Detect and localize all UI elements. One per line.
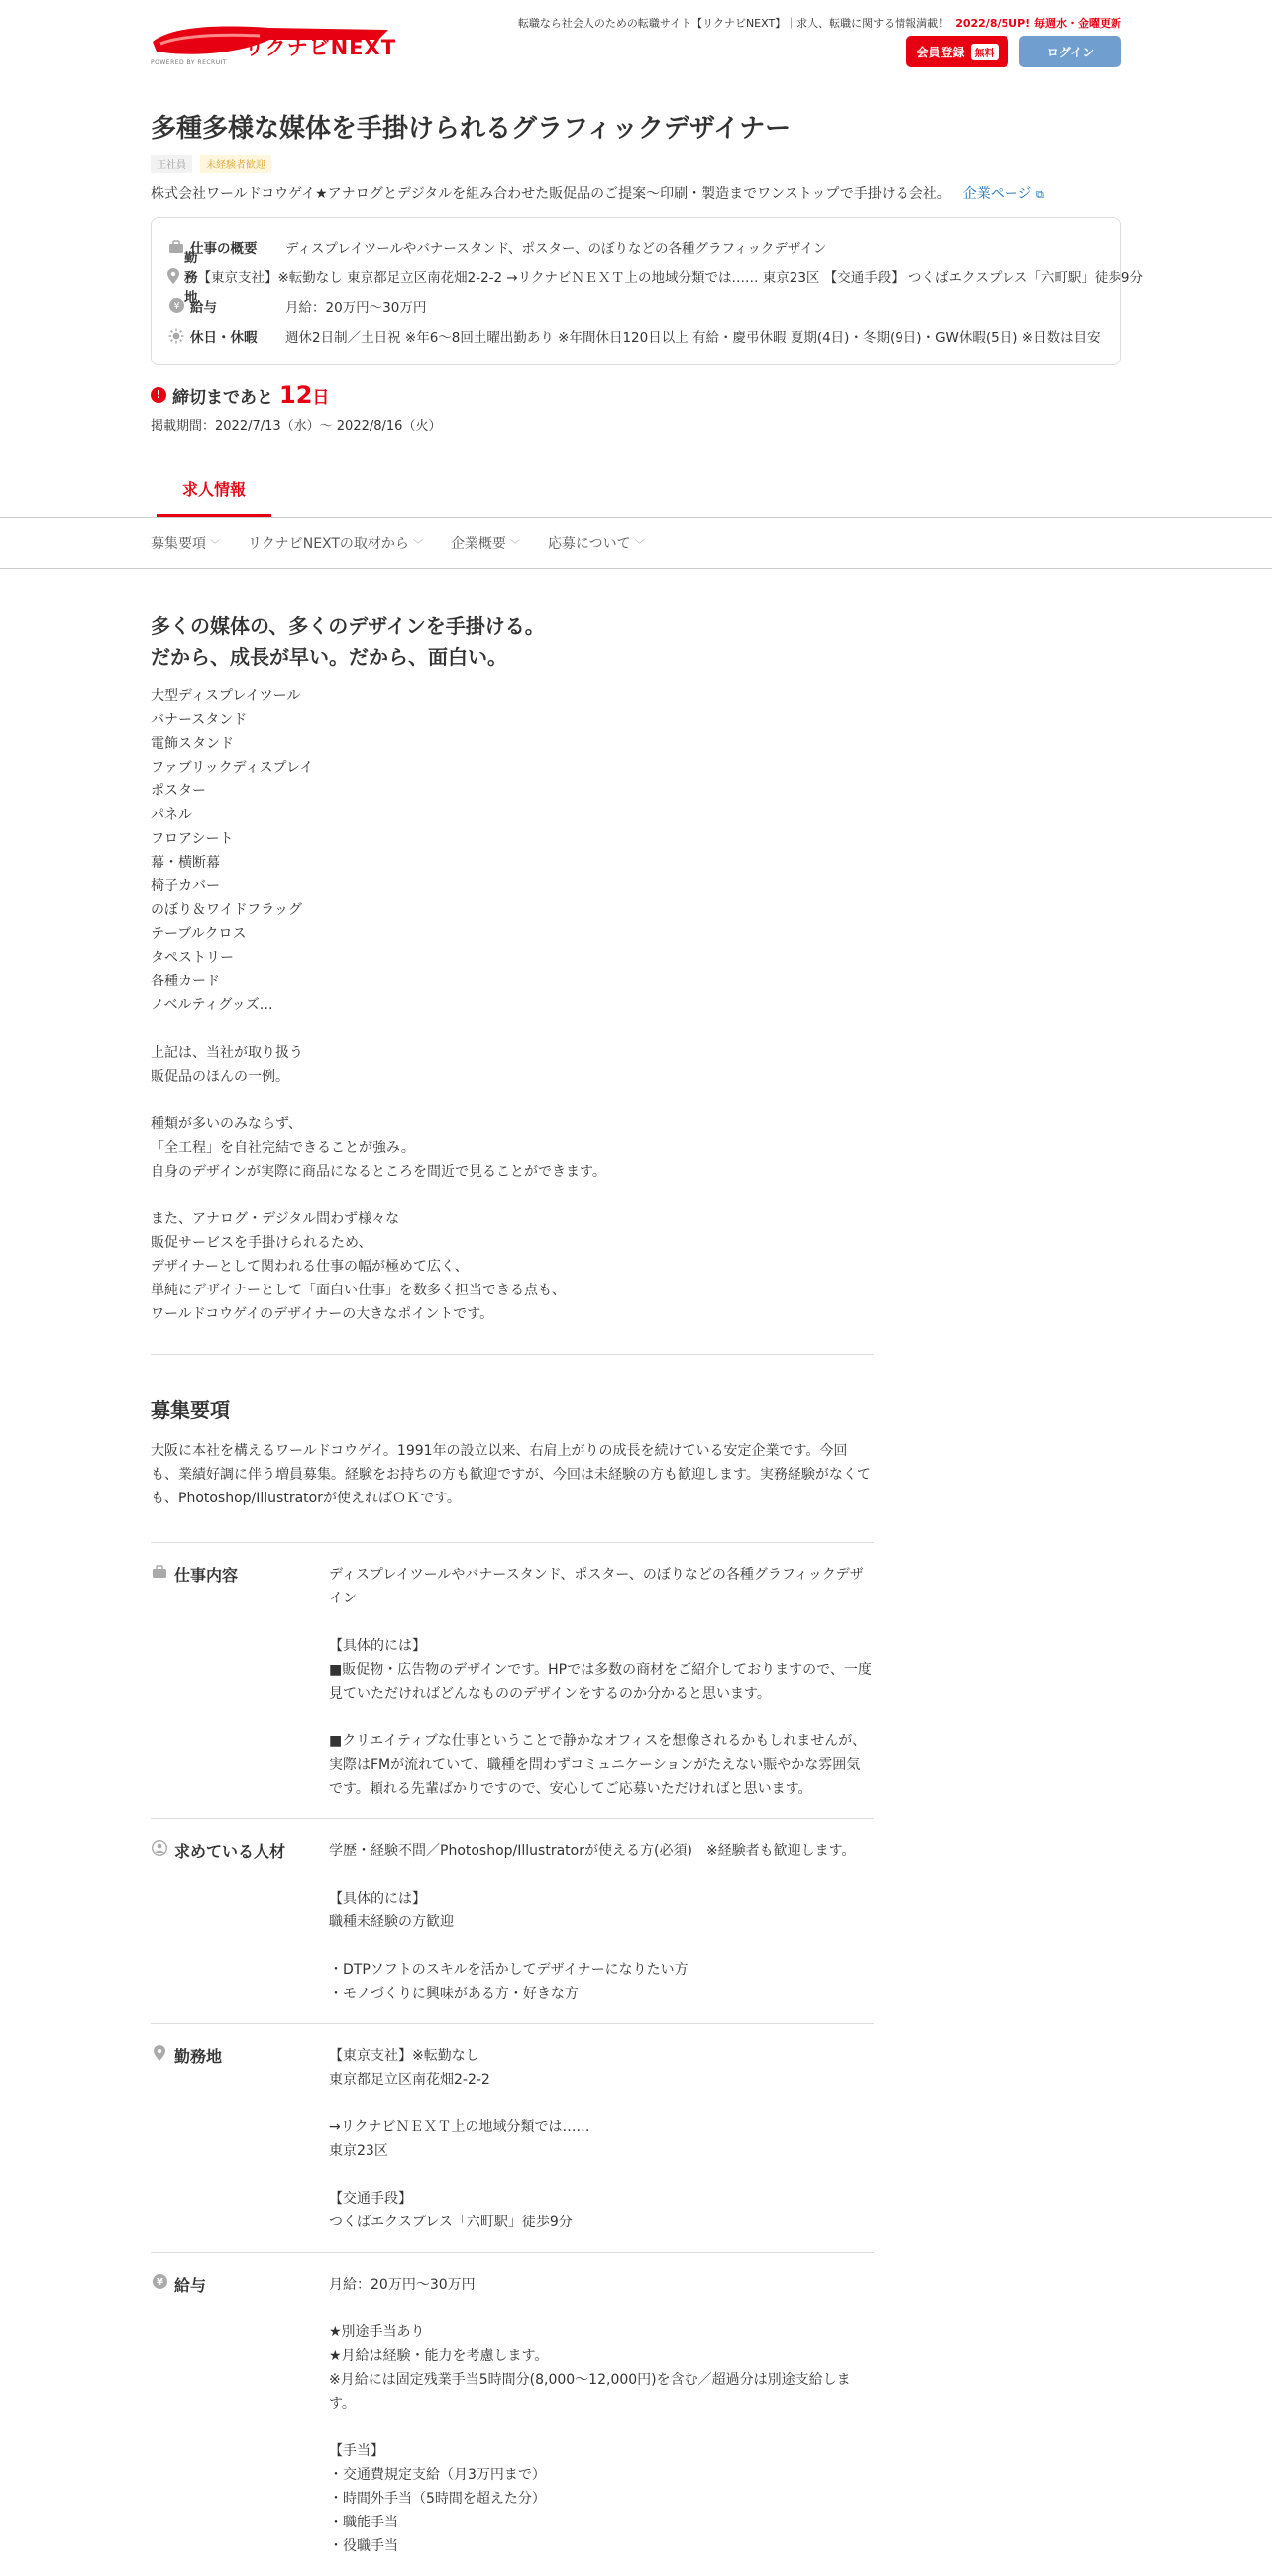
text-line — [329, 2163, 874, 2187]
text-line: 【東京支社】※転勤なし — [329, 2047, 479, 2064]
requirements-intro — [151, 1439, 874, 1510]
summary-value: 週休2日制／土日祝 ※年6～8回土曜出勤あり ※年間休日120日以上 有給・慶弔休暇 夏期(4日)・冬期(9日)・GW休暇(5日) ※日数は目安 — [285, 329, 1101, 346]
feature-body — [151, 684, 874, 1326]
site-header — [151, 0, 1121, 95]
text-line: 椅子カバー — [151, 877, 220, 894]
text-line: 販促品のほんの一例。 — [151, 1068, 289, 1084]
text-line: ※月給には固定残業手当5時間分(8,000～12,000円)を含む／超過分は別途支給します。 — [329, 2371, 851, 2412]
summary-value: ディスプレイツールやバナースタンド、ポスター、のぼりなどの各種グラフィックデザイン — [285, 240, 827, 257]
job-tags — [151, 155, 1121, 173]
detail-label: 給与 — [174, 2275, 207, 2295]
text-line: タペストリー — [151, 949, 234, 966]
text-line: です。頼れる先輩ばかりですので、安心してご応募いただければと思います。 — [329, 1780, 812, 1797]
company-line — [151, 183, 1121, 203]
subnav-requirements[interactable]: 募集要項 ﹀ — [151, 535, 220, 552]
summary-label: 勤務地 — [184, 250, 198, 306]
text-line: 【具体的には】 — [329, 1890, 426, 1906]
text-line: 幕・横断幕 — [151, 854, 220, 871]
briefcase-icon — [151, 1563, 168, 1581]
tab-bar — [0, 477, 1272, 517]
text-line — [329, 1934, 874, 1958]
detail-value — [329, 1839, 874, 2006]
text-line: つくばエクスプレス「六町駅」徒歩9分 — [329, 2214, 573, 2230]
text-line: ファブリックディスプレイ — [151, 759, 314, 775]
company-page-link[interactable]: 企業ページ ⧉ — [962, 185, 1044, 202]
login-button[interactable]: ログイン — [1019, 36, 1121, 67]
external-link-icon: ⧉ — [1035, 187, 1044, 201]
text-line: ★別途手当あり — [329, 2323, 425, 2340]
text-line: デザイナーとして関われる仕事の幅が極めて広く、 — [151, 1258, 469, 1275]
register-label: 会員登録 — [916, 45, 965, 59]
summary-label: 休日・休暇 — [190, 329, 258, 346]
text-line — [329, 2297, 874, 2320]
briefcase-icon — [167, 238, 185, 256]
text-line: 実際はFMが流れていて、職種を問わずコミュニケーションがたえない賑やかな雰囲気 — [329, 1756, 861, 1773]
text-line: ・交通費規定支給（月3万円まで） — [329, 2466, 546, 2483]
text-line: バナースタンド — [151, 711, 248, 728]
text-line: 東京都足立区南花畑2-2-2 — [329, 2071, 490, 2088]
text-line: ノベルティグッズ… — [151, 996, 273, 1013]
text-line: ■クリエイティブな仕事ということで静かなオフィスを想像されるかもしれませんが、 — [329, 1732, 867, 1749]
subnav-interview[interactable]: リクナビNEXTの取材から ﹀ — [248, 535, 423, 552]
text-line: ディスプレイツールやバナースタンド、ポスター、のぼりなどの各種グラフィックデザ — [329, 1566, 864, 1583]
posting-period: 掲載期間：2022/7/13（水）～ 2022/8/16（火） — [151, 418, 442, 434]
text-line: 【交通手段】 — [329, 2190, 412, 2207]
text-line: 各種カード — [151, 973, 220, 989]
yen-icon — [151, 2273, 168, 2291]
detail-label: 仕事内容 — [174, 1565, 239, 1585]
main-content — [151, 569, 874, 2576]
summary-value: 【東京支社】※転勤なし 東京都足立区南花畑2-2-2 →リクナビＮＥＸＴ上の地域分類では…… 東京23区 【交通手段】 つくばエクスプレス「六町駅」徒歩9分 — [197, 269, 1144, 286]
text-line: 電飾スタンド — [151, 735, 234, 752]
summary-row-salary — [167, 291, 1105, 321]
chevron-down-icon: ﹀ — [412, 539, 423, 551]
text-line: 単純にデザイナーとして「面白い仕事」を数多く担当できる点も、 — [151, 1282, 567, 1298]
yen-icon — [167, 297, 185, 315]
text-line — [329, 2092, 874, 2115]
text-line — [329, 1610, 874, 1634]
text-line: 【手当】 — [329, 2442, 384, 2459]
svg-text:¥: ¥ — [172, 301, 180, 313]
text-line: 大型ディスプレイツール — [151, 687, 301, 704]
chevron-down-icon: ﹀ — [509, 539, 520, 551]
text-line: 東京23区 — [329, 2142, 388, 2159]
text-line: 大阪に本社を構えるワールドコウゲイ。1991年の設立以来、右肩上がりの成長を続けている安定企業です。今回 — [151, 1442, 848, 1459]
summary-row-holiday — [167, 321, 1105, 351]
text-line: フロアシート — [151, 830, 234, 847]
subnav-apply[interactable]: 応募について ﹀ — [547, 535, 645, 552]
logo-text: リクナビNEXT — [244, 36, 397, 59]
deadline-prefix: 締切まであと — [172, 387, 273, 408]
text-line: も、業績好調に伴う増員募集。経験をお持ちの方も歓迎ですが、今回は未経験の方も歓迎します。実務経験がなくて — [151, 1466, 871, 1483]
text-line: ・職能手当 — [329, 2514, 398, 2530]
company-description: 株式会社ワールドコウゲイ★アナログとデジタルを組み合わせた販促品のご提案～印刷・製造までワンストップで手掛ける会社。 — [151, 185, 951, 202]
text-line: 【具体的には】 — [329, 1637, 426, 1654]
text-line: 見ていただければどんなもののデザインをするのか分かると思います。 — [329, 1685, 771, 1701]
text-line: 販促サービスを手掛けられるため、 — [151, 1234, 372, 1251]
text-line: パネル — [151, 806, 192, 823]
text-line: も、Photoshop/Illustratorが使えればＯＫです。 — [151, 1490, 461, 1506]
text-line: →リクナビＮＥＸＴ上の地域分類では…… — [329, 2118, 590, 2135]
text-line: 「全工程」を自社完結できることが強み。 — [151, 1139, 415, 1156]
tab-job-info[interactable]: 求人情報 — [157, 477, 271, 517]
alert-icon: ! — [151, 387, 166, 403]
detail-label: 勤務地 — [174, 2046, 223, 2066]
text-line: テーブルクロス — [151, 925, 247, 942]
detail-row-salary — [151, 2252, 874, 2576]
section-subnav — [151, 517, 1121, 568]
text-line — [329, 2416, 874, 2439]
text-line — [151, 1184, 874, 1207]
chevron-down-icon: ﹀ — [634, 539, 645, 551]
tag-employment-type: 正社員 — [151, 155, 192, 173]
svg-text:¥: ¥ — [156, 2277, 163, 2289]
deadline — [151, 381, 1121, 409]
text-line: 月給：20万円～30万円 — [329, 2276, 476, 2293]
feature-heading: 多くの媒体の、多くのデザインを手掛ける。 だから、成長が早い。だから、面白い。 — [151, 613, 545, 669]
text-line — [329, 1705, 874, 1729]
text-line: 職種未経験の方歓迎 — [329, 1913, 454, 1930]
top-tagline — [518, 15, 1121, 31]
text-line: ★月給は経験・能力を考慮します。 — [329, 2347, 549, 2364]
chevron-down-icon: ﹀ — [210, 539, 220, 551]
tagline-text: 転職なら社会人のための転職サイト【リクナビNEXT】｜求人、転職に関する情報満載！ — [517, 17, 950, 30]
detail-row-candidate — [151, 1818, 874, 2023]
detail-value — [329, 2273, 874, 2558]
deadline-days: 12 — [279, 380, 313, 409]
subnav-company[interactable]: 企業概要 ﹀ — [450, 535, 520, 552]
text-line: ・DTPソフトのスキルを活かしてデザイナーになりたい方 — [329, 1961, 689, 1978]
text-line — [151, 1088, 874, 1112]
text-line: 種類が多いのみならず、 — [151, 1115, 302, 1132]
free-badge: 無料 — [971, 44, 999, 60]
detail-value — [329, 2044, 874, 2234]
deadline-unit: 日 — [312, 387, 330, 408]
sun-icon — [167, 327, 185, 345]
text-line: 学歴・経験不問／Photoshop/Illustratorが使える方(必須) ※経験者も歓迎します。 — [329, 1842, 856, 1859]
summary-value: 月給：20万円～30万円 — [285, 299, 427, 316]
location-pin-icon — [151, 2044, 168, 2062]
person-icon — [151, 1839, 168, 1857]
register-button[interactable] — [906, 36, 1008, 67]
tagline-highlight: 2022/8/5UP! 毎週水・金曜更新 — [955, 17, 1121, 30]
text-line: ・時間外手当（5時間を超えた分） — [329, 2490, 546, 2507]
text-line: 上記は、当社が取り扱う — [151, 1044, 303, 1061]
summary-row-location — [167, 250, 1144, 306]
summary-label: 給与 — [190, 299, 217, 316]
summary-label: 仕事の概要 — [190, 240, 258, 257]
text-line: ポスター — [151, 782, 206, 799]
requirements-title: 募集要項 — [151, 1397, 230, 1422]
text-line: イン — [329, 1590, 357, 1606]
text-line: ・役職手当 — [329, 2537, 398, 2554]
job-summary-box — [151, 217, 1144, 365]
text-line: また、アナログ・デジタル問わず様々な — [151, 1210, 400, 1227]
location-pin-icon — [167, 267, 179, 285]
text-line: 自身のデザインが実際に商品になるところを間近で見ることができます。 — [151, 1163, 606, 1180]
text-line: ・モノづくりに興味がある方・好きな方 — [329, 1985, 579, 2002]
detail-row-work — [151, 1542, 874, 1818]
text-line: ワールドコウゲイのデザイナーの大きなポイントです。 — [151, 1305, 494, 1322]
text-line — [329, 1863, 874, 1887]
detail-label: 求めている人材 — [174, 1841, 286, 1861]
text-line: ■販促物・広告物のデザインです。HPでは多数の商材をご紹介しておりますので、一度 — [329, 1661, 872, 1678]
detail-value — [329, 1563, 874, 1801]
text-line: のぼり＆ワイドフラッグ — [151, 901, 302, 918]
text-line — [151, 1017, 874, 1041]
detail-row-location — [151, 2023, 874, 2252]
tag-inexperienced-welcome: 未経験者歓迎 — [200, 155, 271, 173]
job-title: 多種多様な媒体を手掛けられるグラフィックデザイナー — [151, 114, 792, 144]
summary-row-work — [167, 232, 1105, 261]
logo-powered: POWERED BY RECRUIT — [151, 59, 228, 66]
